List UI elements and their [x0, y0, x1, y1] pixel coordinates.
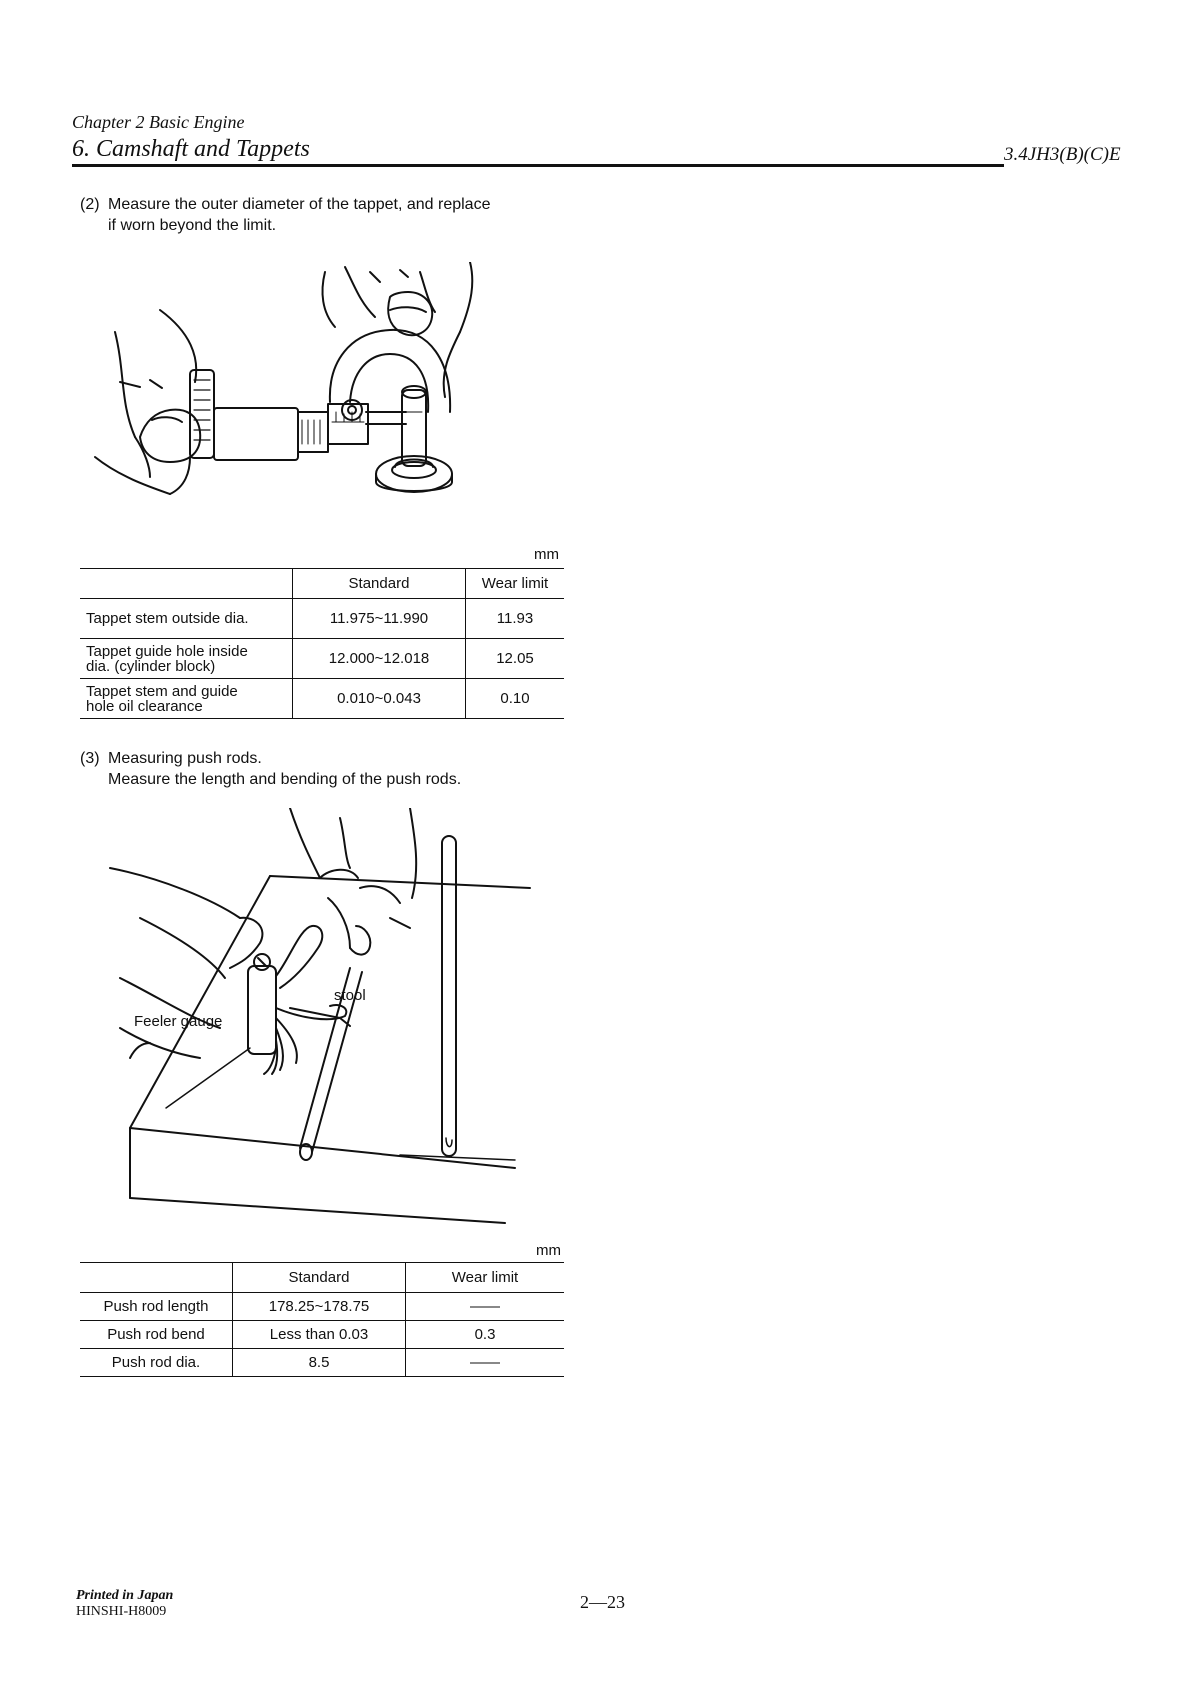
row-label: Push rod length	[80, 1293, 233, 1321]
page-number: 2—23	[580, 1592, 625, 1612]
step-2-number: (2)	[80, 196, 100, 213]
row-limit: 12.05	[496, 650, 534, 667]
table-row	[80, 1321, 564, 1349]
step-2-line-2: if worn beyond the limit.	[108, 217, 277, 234]
table-row	[80, 1349, 564, 1377]
table-2-header-item	[80, 1263, 233, 1293]
chapter-title: Chapter 2 Basic Engine	[72, 112, 245, 132]
row-limit: 0.10	[500, 690, 530, 707]
feeler-gauge-label: Feeler gauge	[134, 1013, 223, 1030]
table-row	[80, 679, 564, 719]
document-code: HINSHI-H8009	[76, 1604, 167, 1619]
tappet-spec-table	[80, 568, 564, 719]
model-code: 3.4JH3(B)(C)E	[1004, 144, 1121, 165]
table-2-header-limit: Wear limit	[451, 1269, 519, 1286]
row-label	[80, 639, 293, 679]
row-label-line-1: Tappet guide hole inside	[86, 642, 248, 660]
row-limit: ——	[470, 1354, 500, 1371]
step-3-line-2: Measure the length and bending of the push rods.	[108, 771, 462, 788]
section-title: 6. Camshaft and Tappets	[72, 136, 310, 162]
push-rod-spec-table	[80, 1262, 564, 1377]
stool-label: stool	[334, 987, 366, 1004]
push-rod-figure	[100, 808, 540, 1238]
table-1-header-row	[80, 569, 564, 599]
printed-in-japan: Printed in Japan	[76, 1588, 174, 1603]
row-limit: 11.93	[496, 610, 534, 627]
row-label: Push rod dia.	[80, 1349, 233, 1377]
table-2-header-row	[80, 1263, 564, 1293]
table-2-header-standard: Standard	[233, 1263, 406, 1293]
table-row	[80, 599, 564, 639]
row-label-line-2: dia. (cylinder block)	[86, 657, 216, 675]
footer-printed	[76, 1588, 173, 1620]
header-rule	[72, 164, 1004, 167]
row-limit: 0.3	[474, 1326, 496, 1343]
row-standard: Less than 0.03	[233, 1321, 406, 1349]
row-label-line-1: Tappet stem and guide	[86, 682, 238, 700]
row-standard: 8.5	[233, 1349, 406, 1377]
row-label: Push rod bend	[80, 1321, 233, 1349]
table-1-unit: mm	[534, 546, 559, 563]
step-3-line-1: Measuring push rods.	[108, 750, 262, 767]
row-label: Tappet stem outside dia.	[80, 599, 293, 639]
row-standard: 0.010~0.043	[293, 679, 466, 719]
table-2-unit: mm	[536, 1242, 561, 1259]
step-3-number: (3)	[80, 750, 100, 767]
row-label-line-2: hole oil clearance	[86, 697, 203, 715]
table-1-header-item	[80, 569, 293, 599]
table-row	[80, 1293, 564, 1321]
row-standard: 11.975~11.990	[293, 599, 466, 639]
table-row	[80, 639, 564, 679]
row-limit: ——	[470, 1298, 500, 1315]
micrometer-illustration	[90, 262, 530, 552]
step-2-line-1: Measure the outer diameter of the tappet, and replace	[108, 196, 491, 213]
table-1-header-standard: Standard	[293, 569, 466, 599]
step-2-text	[80, 194, 600, 236]
step-3-text	[80, 748, 620, 790]
micrometer-figure	[90, 262, 530, 552]
row-standard: 12.000~12.018	[293, 639, 466, 679]
row-standard: 178.25~178.75	[233, 1293, 406, 1321]
push-rod-illustration	[100, 808, 540, 1238]
row-label	[80, 679, 293, 719]
table-1-header-limit: Wear limit	[481, 575, 549, 592]
